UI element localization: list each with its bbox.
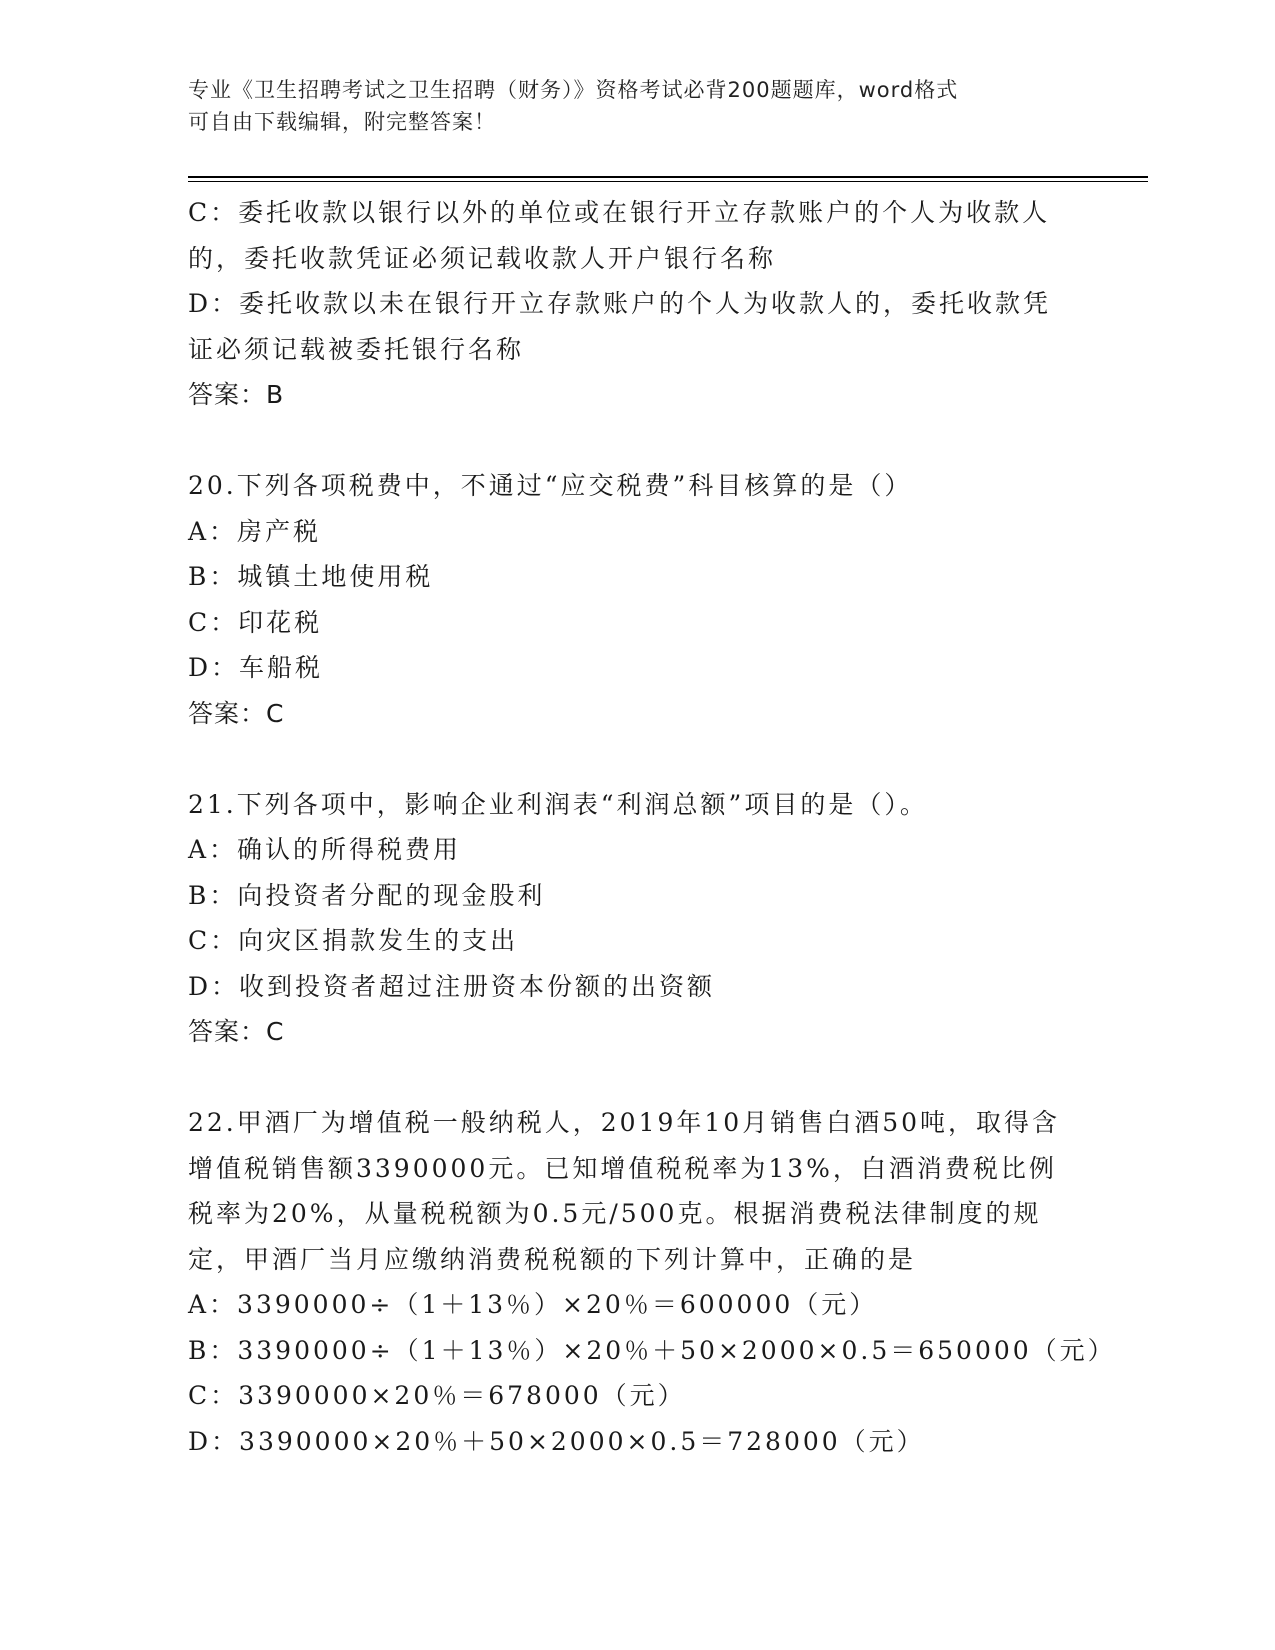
spacer: [188, 736, 1088, 782]
option-a: A：3390000÷（1＋13％）×20％＝600000（元）: [188, 1290, 878, 1319]
option-c: C：3390000×20％＝678000（元）: [188, 1381, 686, 1410]
option-a: A：确认的所得税费用: [188, 835, 462, 864]
question-content: [188, 190, 1116, 1464]
option-d: D：车船税: [188, 653, 324, 682]
question-19-continued: [188, 190, 1088, 418]
question-stem: 21.下列各项中，影响企业利润表“利润总额”项目的是（）。: [188, 789, 928, 819]
option-b: B：城镇土地使用税: [188, 562, 434, 591]
option-d: D：3390000×20％＋50×2000×0.5＝728000（元）: [188, 1426, 925, 1456]
header-rule-thin: [188, 181, 1148, 182]
option-b: B：向投资者分配的现金股利: [188, 880, 546, 910]
question-20: [188, 463, 1088, 736]
option-b: B：3390000÷（1＋13％）×20％＋50×2000×0.5＝650000（元）: [188, 1335, 1116, 1365]
option-d: D：收到投资者超过注册资本份额的出资额: [188, 971, 716, 1001]
option-c: C：向灾区捐款发生的支出: [188, 926, 519, 955]
option-c-continued: 的，委托收款凭证必须记载收款人开户银行名称: [188, 243, 777, 273]
option-a: A：房产税: [188, 516, 322, 546]
answer: 答案：C: [188, 1017, 285, 1046]
question-stem: 20.下列各项税费中，不通过“应交税费”科目核算的是（）: [188, 471, 913, 500]
header-rule-thick: [188, 176, 1148, 178]
question-stem-line-1: 22.甲酒厂为增值税一般纳税人，2019年10月销售白酒50吨，取得含: [188, 1108, 1061, 1137]
answer: 答案：C: [188, 698, 285, 728]
question-21: [188, 782, 1088, 1055]
question-stem-line-2: 增值税销售额3390000元。已知增值税税率为13%，白酒消费税比例: [188, 1153, 1057, 1183]
answer: 答案：B: [188, 380, 285, 409]
question-22: [188, 1100, 1116, 1464]
option-c: C：印花税: [188, 607, 323, 637]
spacer: [188, 1055, 1088, 1101]
option-d: D：委托收款以未在银行开立存款账户的个人为收款人的，委托收款凭: [188, 289, 1052, 318]
header-title-line-2: 可自由下载编辑，附完整答案！: [188, 110, 496, 134]
header-title-line-1: 专业《卫生招聘考试之卫生招聘（财务）》资格考试必背200题题库，word格式: [188, 78, 959, 102]
spacer: [188, 418, 1088, 464]
question-stem-line-3: 税率为20%，从量税税额为0.5元/500克。根据消费税法律制度的规: [188, 1199, 1042, 1228]
option-c: C：委托收款以银行以外的单位或在银行开立存款账户的个人为收款人: [188, 198, 1051, 227]
question-stem-line-4: 定，甲酒厂当月应缴纳消费税税额的下列计算中，正确的是: [188, 1244, 917, 1274]
page-header: [188, 74, 1068, 138]
option-d-continued: 证必须记载被委托银行名称: [188, 334, 525, 364]
